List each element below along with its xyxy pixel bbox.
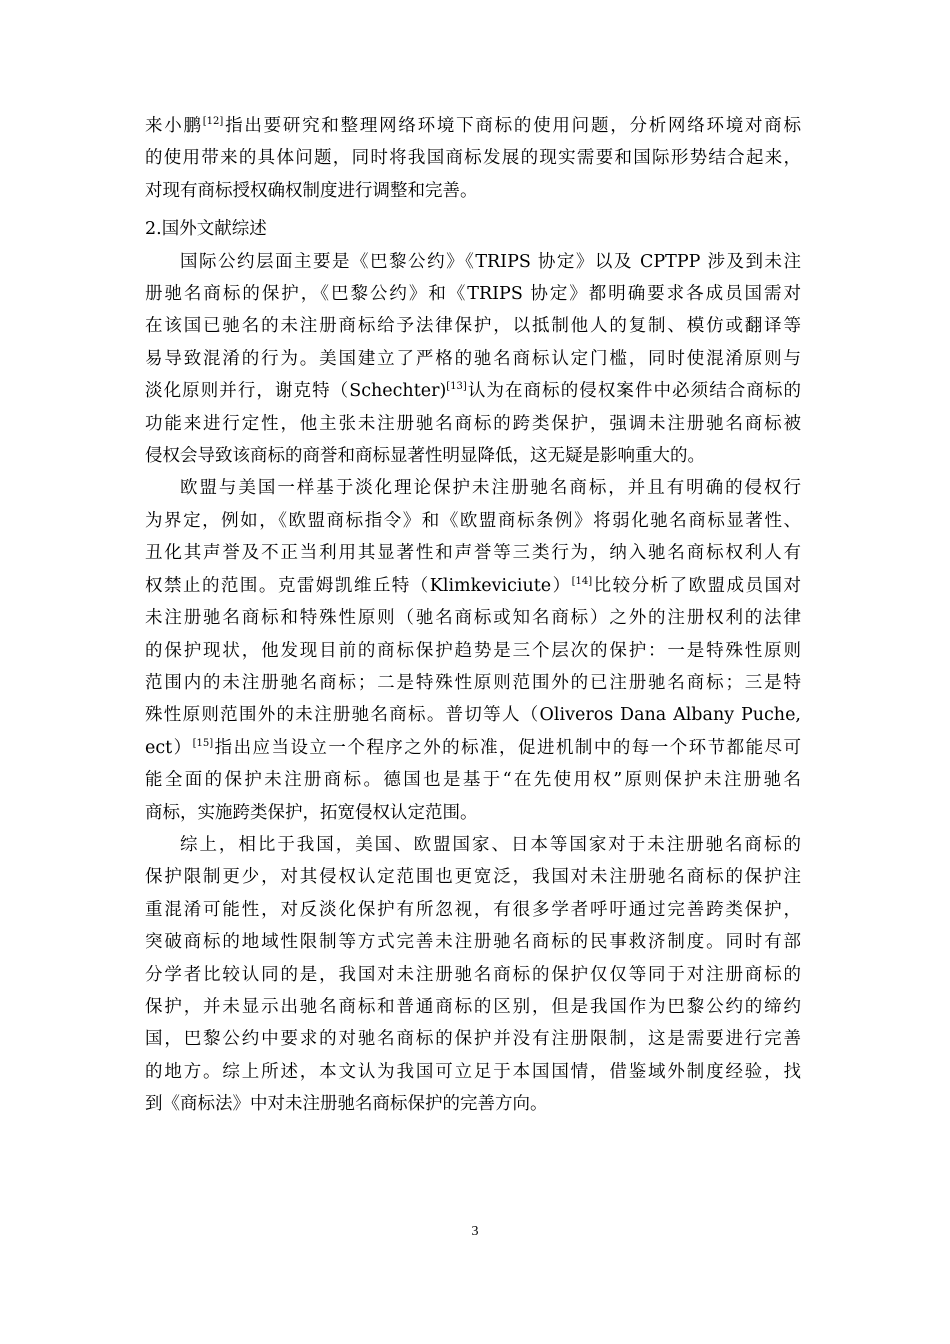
text-line: 国，巴黎公约中要求的对驰名商标的保护并没有注册限制，这是需要进行完善 [145, 1029, 801, 1050]
text-run: 指出应当设立一个程序之外的标准，促进机制中的每一个环节都能尽可 [213, 737, 801, 758]
citation-ref: [13] [446, 381, 467, 393]
text-line: 的保护现状，他发现目前的商标保护趋势是三个层次的保护：一是特殊性原则 [145, 640, 801, 661]
text-line [145, 570, 801, 602]
text-run: 权禁止的范围。克雷姆凯维丘特（Klimkeviciute） [145, 575, 572, 596]
text-line: 册驰名商标的保护，《巴黎公约》和《TRIPS 协定》都明确要求各成员国需对 [145, 284, 801, 305]
text-run: ect） [145, 737, 193, 758]
text-line [145, 110, 801, 142]
text-run: 淡化原则并行，谢克特（Schechter) [145, 381, 447, 402]
text-line: 对现有商标授权确权制度进行调整和完善。 [145, 180, 478, 201]
text-line: 突破商标的地域性限制等方式完善未注册驰名商标的民事救济制度。同时有部 [145, 932, 801, 953]
text-line: 殊性原则范围外的未注册驰名商标。普切等人（Oliveros Dana Albany Puche, [145, 705, 801, 726]
text-line [145, 732, 801, 764]
text-line [145, 375, 801, 407]
text-line: 商标，实施跨类保护，拓宽侵权认定范围。 [145, 802, 478, 823]
text-line: 综上，相比于我国，美国、欧盟国家、日本等国家对于未注册驰名商标的 [180, 834, 801, 855]
text-run: 来小鹏 [145, 116, 203, 136]
text-run: 比较分析了欧盟成员国对 [592, 575, 801, 596]
text-line: 欧盟与美国一样基于淡化理论保护未注册驰名商标，并且有明确的侵权行 [180, 478, 801, 499]
text-line: 分学者比较认同的是，我国对未注册驰名商标的保护仅仅等同于对注册商标的 [145, 964, 801, 985]
text-line: 在该国已驰名的未注册商标给予法律保护，以抵制他人的复制、模仿或翻译等 [145, 316, 801, 337]
citation-ref: [12] [202, 116, 224, 127]
text-line: 范围内的未注册驰名商标；二是特殊性原则范围外的已注册驰名商标；三是特 [145, 672, 801, 693]
paragraph-intro [145, 110, 801, 207]
paragraph-summary [145, 829, 801, 1121]
text-line: 保护，并未显示出驰名商标和普通商标的区别，但是我国作为巴黎公约的缔约 [145, 996, 801, 1017]
document-page [145, 110, 801, 1121]
paragraph-international-conventions [145, 246, 801, 473]
section-heading: 2.国外文献综述 [145, 219, 267, 240]
text-line: 侵权会导致该商标的商誉和商标显著性明显降低，这无疑是影响重大的。 [145, 446, 705, 467]
text-line: 的使用带来的具体问题，同时将我国商标发展的现实需要和国际形势结合起来， [145, 148, 801, 169]
text-line: 到《商标法》中对未注册驰名商标保护的完善方向。 [145, 1094, 548, 1115]
text-line: 国际公约层面主要是《巴黎公约》《TRIPS 协定》以及 CPTPP 涉及到未注 [180, 251, 801, 272]
text-line: 功能来进行定性，他主张未注册驰名商标的跨类保护，强调未注册驰名商标被 [145, 413, 801, 434]
text-run: 认为在商标的侵权案件中必须结合商标的 [466, 381, 802, 402]
text-line: 未注册驰名商标和特殊性原则（驰名商标或知名商标）之外的注册权利的法律 [145, 608, 801, 629]
text-line: 为界定，例如，《欧盟商标指令》和《欧盟商标条例》将弱化驰名商标显著性、 [145, 510, 801, 531]
citation-ref: [14] [571, 575, 593, 587]
text-line: 能全面的保护未注册商标。德国也是基于“在先使用权”原则保护未注册驰名 [145, 770, 801, 791]
text-line: 重混淆可能性，对反淡化保护有所忽视，有很多学者呼吁通过完善跨类保护， [145, 899, 801, 920]
page-number: 3 [471, 1224, 479, 1239]
citation-ref: [15] [192, 737, 214, 749]
paragraph-eu-dilution [145, 472, 801, 828]
text-line: 丑化其声誉及不正当利用其显著性和声誉等三类行为，纳入驰名商标权利人有 [145, 543, 801, 564]
text-run: 指出要研究和整理网络环境下商标的使用问题，分析网络环境对商标 [223, 116, 802, 136]
text-line: 的地方。综上所述，本文认为我国可立足于本国国情，借鉴域外制度经验，找 [145, 1061, 801, 1082]
text-line: 易导致混淆的行为。美国建立了严格的驰名商标认定门槛，同时使混淆原则与 [145, 348, 801, 369]
text-line: 保护限制更少，对其侵权认定范围也更宽泛，我国对未注册驰名商标的保护注 [145, 867, 801, 888]
